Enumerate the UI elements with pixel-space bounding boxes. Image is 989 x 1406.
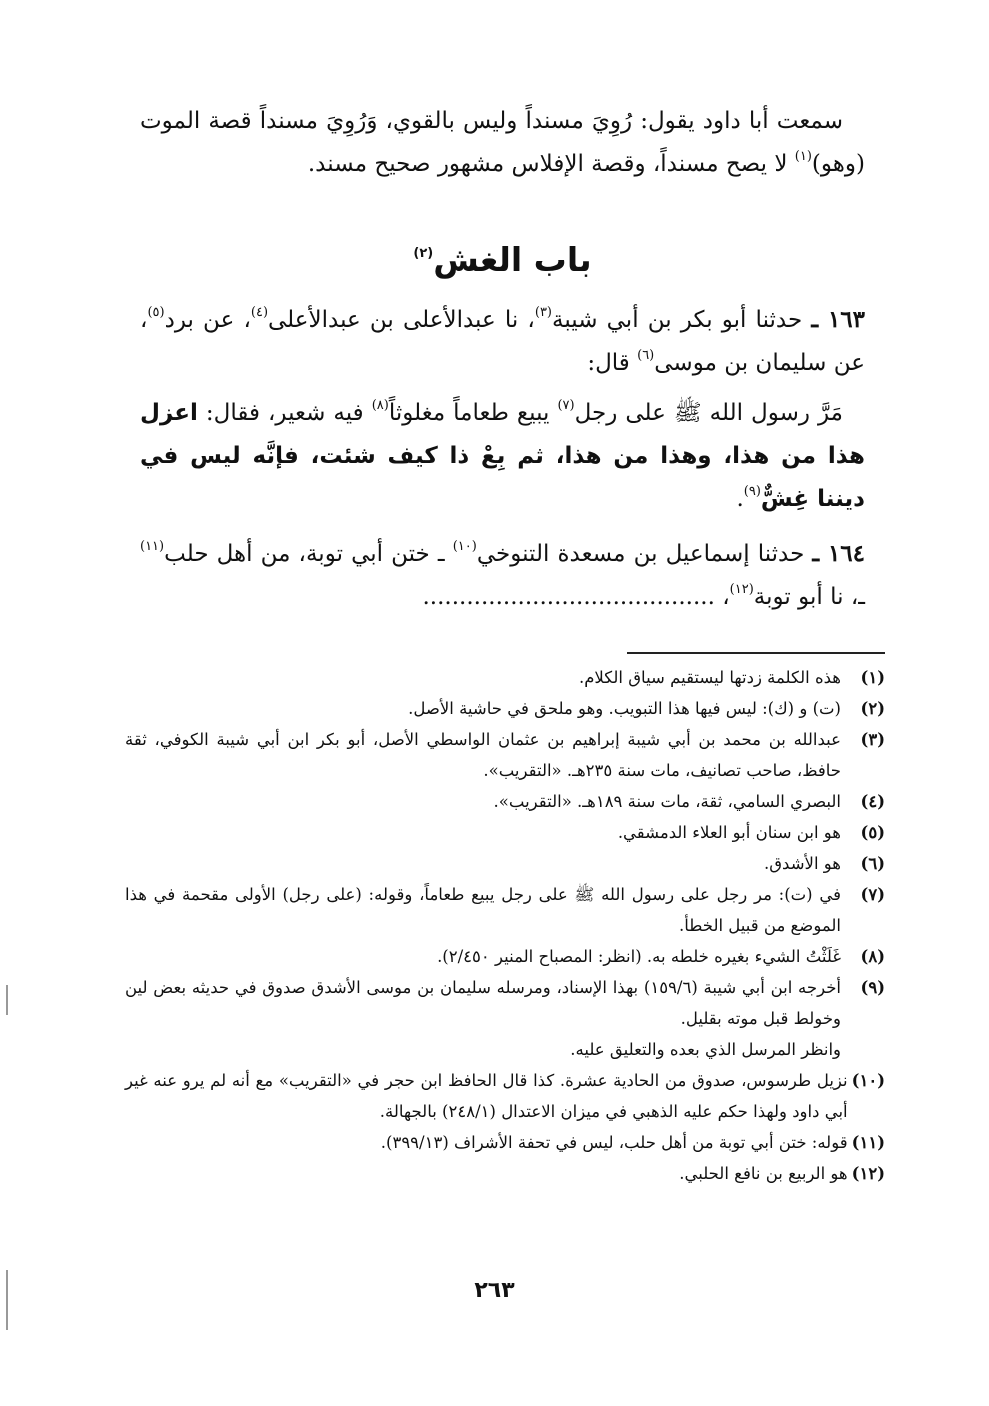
footnote-text: غَلَثْتُ الشيء بغيره خلطه به. (انظر: المصباح المنير ٢/٤٥٠). <box>437 947 841 966</box>
footnote-text: في (ت): مر رجل على رسول الله ﷺ على رجل يبيع طعاماً، وقوله: (على رجل) الأولى مقحمة في هذا الموضع من قبيل الخطأ. <box>125 885 841 935</box>
footnote-text: (ت) و (ك): ليس فيها هذا التبويب. وهو ملحق في حاشية الأصل. <box>408 699 841 718</box>
prophetic-saying: اعزل هذا من هذا، وهذا من هذا، ثم بِعْ ذا كيف شئت، فإنَّه ليس في ديننا غِشٌّ <box>140 400 865 512</box>
footnote-7 <box>125 879 885 941</box>
footnote-4 <box>125 786 885 817</box>
hadith-163-isnad <box>140 298 865 385</box>
isnad-text: ، عن سليمان بن موسى <box>140 307 865 376</box>
footnote-text: هو الربيع بن نافع الحلبي. <box>679 1164 848 1183</box>
footnote-ref-4[interactable]: (٤) <box>250 305 269 321</box>
hadith-164-isnad <box>140 532 865 619</box>
isnad-text: ، عن برد <box>164 307 251 333</box>
intro-text-1: سمعت أبا داود يقول: رُوِيَ مسنداً وليس بالقوي، وَرُوِيَ مسنداً قصة الموت (وهو) <box>140 108 865 177</box>
footnote-number: (١٢) <box>851 1164 885 1183</box>
footnote-ref-6[interactable]: (٦) <box>637 348 655 364</box>
footnote-12 <box>125 1158 885 1189</box>
footnote-number: (٣) <box>860 730 885 749</box>
isnad-text: ، <box>714 584 730 610</box>
footnote-text-line: وانظر المرسل الذي بعده والتعليق عليه. <box>570 1040 841 1059</box>
footnote-11 <box>125 1127 885 1158</box>
footnote-ref-7[interactable]: (٧) <box>557 398 575 414</box>
footnote-10 <box>125 1065 885 1127</box>
footnote-ref-3[interactable]: (٣) <box>534 305 552 321</box>
isnad-text: حدثنا إسماعيل بن مسعدة التنوخي <box>476 541 813 567</box>
footnote-2 <box>125 693 885 724</box>
scan-margin-mark <box>6 1270 8 1330</box>
footnote-5 <box>125 817 885 848</box>
footnote-ref-11[interactable]: (١١) <box>140 539 165 555</box>
footnote-number: (٦) <box>860 854 885 873</box>
footnote-number: (٨) <box>860 947 885 966</box>
footnote-ref-1[interactable]: (١) <box>794 149 812 165</box>
footnote-9 <box>125 972 885 1065</box>
footnote-text: قوله: ختن أبي توبة من أهل حلب، ليس في تحفة الأشراف (٣٩٩/١٣). <box>380 1133 848 1152</box>
hadith-163-matn <box>140 392 865 521</box>
footnote-ref-12[interactable]: (١٢) <box>729 582 754 598</box>
hadith-number-163: ١٦٣ ـ <box>811 306 866 333</box>
hadith-number-164: ١٦٤ ـ <box>812 540 865 567</box>
matn-text: مَرَّ رسول الله ﷺ على رجل <box>574 400 844 426</box>
matn-text: يبيع طعاماً مغلوثاً <box>388 400 558 426</box>
footnote-1 <box>125 662 885 693</box>
isnad-text: ، نا عبدالأعلى بن عبدالأعلى <box>268 307 535 333</box>
isnad-text: حدثنا أبو بكر بن أبي شيبة <box>552 307 812 333</box>
footnote-text: هو ابن سنان أبو العلاء الدمشقي. <box>617 823 841 842</box>
footnote-number: (٩) <box>860 978 885 997</box>
footnote-number: (٢) <box>860 699 885 718</box>
footnote-text: البصري السامي، ثقة، مات سنة ١٨٩هـ. «التقريب». <box>493 792 841 811</box>
isnad-text: ـ، نا أبو توبة <box>753 584 865 610</box>
footnote-ref-9[interactable]: (٩) <box>743 484 761 500</box>
footnote-3 <box>125 724 885 786</box>
scan-margin-mark <box>6 985 8 1015</box>
footnote-6 <box>125 848 885 879</box>
footnote-text-line: أخرجه ابن أبي شيبة (١٥٩/٦) بهذا الإسناد، ومرسله سليمان بن موسى الأشدق صدوق في حديثه بعض لين وخولط قبل موته بقليل. <box>125 978 841 1028</box>
footnote-text: عبدالله بن محمد بن أبي شيبة إبراهيم بن عثمان الواسطي الأصل، أبو بكر ابن أبي شيبة الكوفي، ثقة حافظ، صاحب تصانيف، مات سنة ٢٣٥هـ. «التقريب». <box>125 730 841 780</box>
footnotes <box>125 662 885 1189</box>
footnote-number: (١١) <box>851 1133 885 1152</box>
intro-paragraph <box>140 100 865 186</box>
footnote-text <box>125 972 841 1065</box>
footnote-text: نزيل طرسوس، صدوق من الحادية عشرة. كذا قال الحافظ ابن حجر في «التقريب» مع أنه لم يرو عنه غير أبي داود ولهذا حكم عليه الذهبي في ميزان الاعتدال (٢٤٨/١) بالجهالة. <box>125 1071 848 1121</box>
chapter-title: باب الغش <box>433 240 592 279</box>
footnote-separator <box>627 652 885 654</box>
footnote-8 <box>125 941 885 972</box>
footnote-text: هذه الكلمة زدتها ليستقيم سياق الكلام. <box>578 668 841 687</box>
footnote-number: (٤) <box>860 792 885 811</box>
chapter-heading <box>140 235 865 285</box>
footnote-text: هو الأشدق. <box>764 854 841 873</box>
matn-text: فيه شعير، فقال: <box>197 400 372 426</box>
footnote-ref-10[interactable]: (١٠) <box>452 539 477 555</box>
footnote-number: (٧) <box>860 885 885 904</box>
footnote-number: (١٠) <box>851 1071 885 1090</box>
footnote-number: (١) <box>860 668 885 687</box>
page-number: ٢٦٣ <box>474 1278 515 1303</box>
intro-text-2: لا يصح مسنداً، وقصة الإفلاس مشهور صحيح مسند. <box>307 151 795 177</box>
footnote-ref-5[interactable]: (٥) <box>147 305 165 321</box>
ellipsis-dots: ........................................ <box>422 584 715 610</box>
footnote-ref-8[interactable]: (٨) <box>371 398 389 414</box>
footnote-ref-2[interactable]: (٢) <box>413 246 434 261</box>
matn-end: . <box>736 486 744 512</box>
footnote-number: (٥) <box>860 823 885 842</box>
isnad-text: قال: <box>587 350 638 376</box>
isnad-text: ـ ختن أبي توبة، من أهل حلب <box>164 541 453 567</box>
